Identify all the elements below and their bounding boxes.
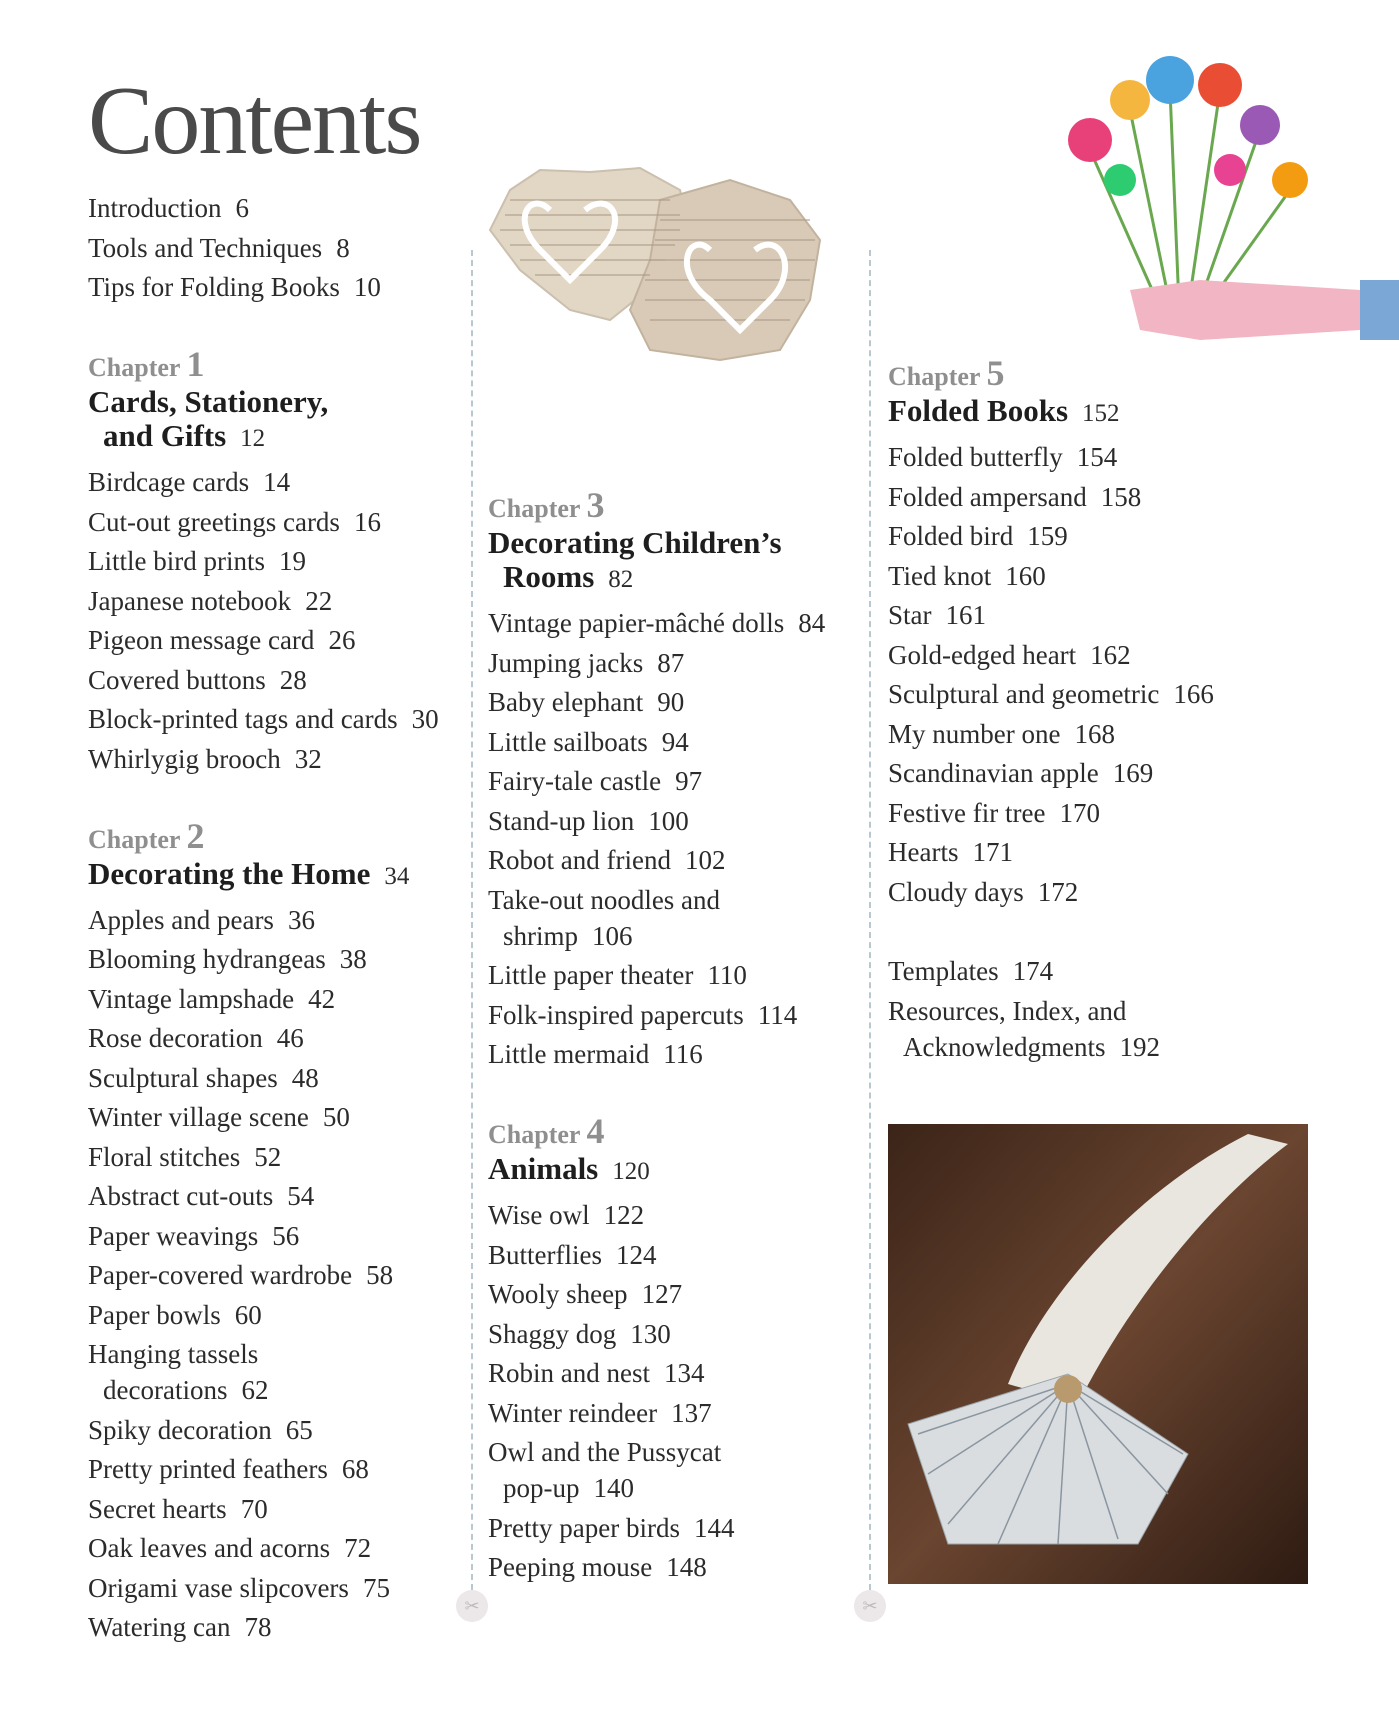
toc-entry[interactable] — [888, 993, 1308, 1065]
toc-entry[interactable] — [488, 997, 858, 1033]
entry-label: Scandinavian apple — [888, 758, 1099, 788]
entry-page-number: 97 — [675, 766, 703, 796]
paper-bouquet-illustration — [1030, 30, 1399, 390]
entry-label-continued: decorations — [103, 1375, 228, 1405]
chapter-title[interactable]: Cards, Stationery, and Gifts 12 — [88, 384, 329, 453]
chapter-label: Chapter 3 — [488, 485, 605, 525]
toc-entry[interactable] — [488, 1036, 858, 1072]
entry-label: Little sailboats — [488, 726, 648, 757]
chapter-5 — [888, 353, 1308, 910]
toc-entry[interactable]: Introduction 6 — [88, 193, 249, 223]
entry-label: Butterflies — [488, 1239, 602, 1270]
entry-label: Origami vase slipcovers — [88, 1572, 349, 1603]
chapter-4 — [488, 1111, 858, 1585]
entry-page-number: 161 — [945, 600, 986, 630]
entry-label: Resources, Index, and — [888, 995, 1127, 1026]
entry-label: Rose decoration — [88, 1023, 263, 1053]
toc-entry[interactable] — [88, 1336, 468, 1408]
entry-label: Watering can — [88, 1612, 231, 1642]
entry-page-number: 14 — [263, 467, 291, 497]
entry-page-number: 46 — [276, 1023, 304, 1053]
toc-entry[interactable] — [88, 622, 468, 658]
entry-page-number: 154 — [1076, 442, 1118, 472]
entry-label: Baby elephant — [488, 687, 644, 717]
folded-book-photo — [888, 1124, 1308, 1584]
chapter-3 — [488, 485, 858, 1072]
chapter-title[interactable]: Animals 120 — [488, 1151, 650, 1186]
entry-label: Apples and pears — [88, 904, 274, 935]
entry-label: Cloudy days — [888, 876, 1024, 907]
entry-label: Folded butterfly — [888, 442, 1063, 472]
toc-entry[interactable] — [888, 439, 1308, 475]
toc-entry[interactable] — [88, 1178, 468, 1214]
entry-label: Blooming hydrangeas — [88, 944, 326, 974]
column-divider — [869, 250, 871, 1590]
toc-entry[interactable] — [888, 834, 1308, 870]
entry-page-number: 124 — [615, 1239, 657, 1270]
toc-entry[interactable] — [488, 724, 858, 760]
entry-page-number: 72 — [344, 1533, 372, 1563]
entry-page-number: 172 — [1037, 876, 1079, 907]
toc-entry[interactable]: Tools and Techniques 8 — [88, 232, 350, 263]
toc-entry[interactable] — [888, 716, 1308, 752]
toc-entry[interactable] — [888, 637, 1308, 673]
entry-page-number: 65 — [285, 1414, 313, 1445]
back-matter-list — [888, 953, 1308, 1065]
toc-entry[interactable] — [88, 701, 468, 737]
entry-label: Fairy-tale castle — [488, 766, 662, 796]
chapter-entries — [88, 902, 468, 1646]
toc-entry[interactable] — [88, 1099, 468, 1135]
toc-entry[interactable] — [88, 741, 468, 777]
entry-page-number: 56 — [272, 1220, 300, 1251]
entry-page-number: 70 — [240, 1493, 268, 1524]
toc-entry[interactable] — [488, 1434, 858, 1506]
entry-label: My number one — [888, 718, 1061, 749]
entry-label: Covered buttons — [88, 664, 266, 695]
paper-hearts-illustration — [480, 160, 860, 390]
entry-page-number: 36 — [287, 904, 315, 935]
toc-entry[interactable] — [488, 1510, 858, 1546]
entry-label: Block-printed tags and cards — [88, 704, 398, 734]
toc-entry[interactable] — [888, 518, 1308, 554]
entry-page-number: 137 — [671, 1397, 712, 1428]
toc-entry[interactable] — [88, 1139, 468, 1175]
entry-label: Folk-inspired papercuts — [488, 999, 744, 1030]
entry-label-continued: shrimp — [503, 920, 579, 951]
entry-page-number: 19 — [278, 546, 306, 576]
entry-label: Vintage lampshade — [88, 983, 295, 1014]
entry-page-number: 90 — [657, 687, 685, 717]
entry-page-number: 87 — [657, 647, 685, 678]
entry-page-number: 48 — [291, 1062, 319, 1093]
entry-page-number: 148 — [666, 1552, 707, 1582]
chapter-title[interactable]: Decorating Children’s Rooms 82 — [488, 525, 782, 594]
entry-label: Winter reindeer — [488, 1397, 658, 1428]
contents-column-2 — [488, 485, 858, 1589]
toc-entry[interactable] — [488, 842, 858, 878]
entry-label: Pretty printed feathers — [88, 1454, 328, 1484]
entry-page-number: 84 — [798, 608, 826, 638]
entry-page-number: 50 — [322, 1102, 350, 1132]
entry-page-number: 52 — [254, 1141, 282, 1172]
toc-entry[interactable] — [488, 803, 858, 839]
entry-page-number: 134 — [664, 1358, 705, 1388]
entry-page-number: 144 — [693, 1512, 735, 1543]
toc-entry[interactable] — [488, 605, 858, 641]
chapter-title[interactable]: Folded Books 152 — [888, 393, 1120, 428]
entry-page-number: 158 — [1100, 481, 1142, 512]
entry-page-number: 102 — [684, 845, 726, 875]
entry-label: Festive fir tree — [888, 797, 1046, 828]
entry-label: Star — [888, 600, 932, 630]
entry-page-number: 168 — [1074, 718, 1115, 749]
entry-page-number: 171 — [972, 837, 1013, 867]
entry-label: Wooly sheep — [488, 1279, 628, 1309]
toc-entry[interactable] — [88, 902, 468, 938]
entry-label: Spiky decoration — [88, 1414, 272, 1445]
entry-label: Folded bird — [888, 521, 1014, 551]
entry-page-number: 94 — [661, 726, 689, 757]
entry-page-number: 162 — [1090, 639, 1131, 670]
chapter-label: Chapter 4 — [488, 1111, 605, 1151]
entry-page-number: 22 — [305, 585, 333, 616]
entry-label: Sculptural and geometric — [888, 679, 1160, 709]
toc-entry[interactable] — [88, 1570, 468, 1606]
entry-page-number: 159 — [1027, 521, 1068, 551]
entry-page-number: 100 — [648, 805, 689, 836]
chapter-label: Chapter 2 — [88, 815, 205, 856]
toc-entry[interactable] — [888, 755, 1308, 791]
chapter-entries — [488, 1197, 858, 1585]
toc-entry[interactable] — [88, 1412, 468, 1448]
toc-entry[interactable] — [488, 1355, 858, 1391]
chapter-entries — [88, 464, 468, 777]
entry-page-number: 58 — [366, 1260, 394, 1290]
entry-label: Hearts — [888, 837, 959, 867]
entry-page-number: 60 — [234, 1299, 262, 1330]
entry-label: Little paper theater — [488, 960, 694, 990]
toc-entry[interactable] — [88, 1530, 468, 1566]
toc-entry[interactable] — [488, 957, 858, 993]
entry-label: Cut-out greetings cards — [88, 506, 340, 537]
toc-entry[interactable] — [88, 543, 468, 579]
chapter-2 — [88, 815, 468, 1646]
entry-page-number: 160 — [1005, 560, 1046, 591]
entry-page-number: 32 — [294, 743, 322, 774]
entry-label: Winter village scene — [88, 1102, 309, 1132]
entry-label: Wise owl — [488, 1200, 590, 1230]
toc-entry[interactable] — [488, 645, 858, 681]
scissors-icon: ✂ — [456, 1590, 488, 1622]
entry-page-number: 122 — [603, 1200, 645, 1230]
entry-label: Paper-covered wardrobe — [88, 1260, 353, 1290]
toc-entry[interactable] — [88, 1297, 468, 1333]
chapter-label: Chapter 1 — [88, 344, 205, 384]
chapter-entries — [888, 439, 1308, 910]
toc-entry[interactable] — [88, 1491, 468, 1527]
entry-page-number: 116 — [663, 1039, 703, 1069]
toc-entry[interactable] — [488, 1197, 858, 1233]
entry-page-number: 38 — [339, 944, 367, 974]
entry-page-number: 127 — [641, 1279, 683, 1309]
entry-page-number: 170 — [1059, 797, 1100, 828]
toc-entry[interactable] — [888, 676, 1308, 712]
entry-label: Floral stitches — [88, 1141, 241, 1172]
toc-entry[interactable] — [888, 558, 1308, 594]
entry-label: Little mermaid — [488, 1039, 650, 1069]
toc-entry[interactable] — [888, 479, 1308, 515]
toc-entry[interactable] — [88, 981, 468, 1017]
chapter-1 — [88, 344, 468, 777]
entry-page-number: 30 — [411, 704, 439, 734]
scissors-icon: ✂ — [854, 1590, 886, 1622]
entry-label: Japanese notebook — [88, 585, 292, 616]
entry-label: Vintage papier-mâché dolls — [488, 608, 785, 638]
toc-entry[interactable]: Tips for Folding Books 10 — [88, 272, 381, 302]
toc-entry[interactable] — [88, 662, 468, 698]
toc-entry[interactable] — [488, 684, 858, 720]
toc-entry[interactable] — [88, 504, 468, 540]
toc-entry[interactable] — [88, 1218, 468, 1254]
entry-label-continued: pop-up — [503, 1473, 580, 1503]
toc-entry[interactable] — [88, 941, 468, 977]
toc-entry[interactable] — [488, 1395, 858, 1431]
toc-entry[interactable] — [488, 1549, 858, 1585]
entry-page-number: 62 — [241, 1375, 269, 1405]
page-title: Contents — [88, 67, 421, 175]
entry-label: Folded ampersand — [888, 481, 1087, 512]
entry-label: Little bird prints — [88, 546, 265, 576]
chapter-title[interactable]: Decorating the Home 34 — [88, 855, 410, 891]
entry-label: Peeping mouse — [488, 1552, 653, 1582]
entry-label: Stand-up lion — [488, 805, 635, 836]
entry-page-number: 26 — [328, 625, 356, 655]
entry-label: Robot and friend — [488, 845, 671, 875]
toc-entry[interactable] — [88, 1257, 468, 1293]
entry-page-number: 169 — [1112, 758, 1154, 788]
toc-entry[interactable] — [88, 583, 468, 619]
toc-entry[interactable] — [88, 1451, 468, 1487]
toc-entry[interactable] — [88, 1020, 468, 1056]
entry-label: Paper bowls — [88, 1299, 221, 1330]
entry-page-number: 54 — [287, 1181, 315, 1211]
entry-page-number: 78 — [244, 1612, 272, 1642]
entry-page-number: 140 — [593, 1473, 634, 1503]
toc-entry[interactable] — [488, 1316, 858, 1352]
entry-page-number: 174 — [1012, 956, 1054, 986]
entry-page-number: 130 — [630, 1318, 671, 1349]
entry-label: Gold-edged heart — [888, 639, 1077, 670]
entry-label: Templates — [888, 956, 999, 986]
entry-label: Pigeon message card — [88, 625, 315, 655]
entry-label: Birdcage cards — [88, 467, 250, 497]
entry-label: Whirlygig brooch — [88, 743, 281, 774]
entry-page-number: 28 — [279, 664, 307, 695]
toc-entry[interactable] — [888, 795, 1308, 831]
intro-list — [88, 190, 468, 305]
entry-label: Paper weavings — [88, 1220, 259, 1251]
entry-label: Oak leaves and acorns — [88, 1533, 331, 1563]
entry-label: Secret hearts — [88, 1493, 227, 1524]
entry-page-number: 106 — [592, 920, 633, 951]
toc-entry[interactable] — [488, 882, 858, 954]
entry-page-number: 192 — [1119, 1031, 1160, 1062]
entry-label: Tied knot — [888, 560, 992, 591]
toc-entry[interactable] — [888, 874, 1308, 910]
contents-column-1 — [88, 190, 468, 1649]
toc-entry[interactable] — [488, 763, 858, 799]
entry-label: Hanging tassels — [88, 1339, 259, 1369]
entry-page-number: 110 — [707, 960, 747, 990]
entry-label: Take-out noodles and — [488, 884, 721, 915]
entry-label: Pretty paper birds — [488, 1512, 680, 1543]
entry-label: Shaggy dog — [488, 1318, 617, 1349]
toc-entry[interactable] — [488, 1237, 858, 1273]
toc-entry[interactable] — [88, 1609, 468, 1645]
entry-label: Jumping jacks — [488, 647, 644, 678]
entry-label: Sculptural shapes — [88, 1062, 278, 1093]
toc-entry[interactable] — [888, 953, 1308, 989]
toc-entry[interactable] — [88, 464, 468, 500]
entry-page-number: 16 — [353, 506, 381, 537]
entry-page-number: 75 — [362, 1572, 390, 1603]
toc-entry[interactable] — [488, 1276, 858, 1312]
entry-page-number: 68 — [341, 1454, 369, 1484]
entry-label: Abstract cut-outs — [88, 1181, 274, 1211]
column-divider — [471, 250, 473, 1590]
contents-column-3 — [888, 353, 1308, 1068]
toc-entry[interactable] — [88, 1060, 468, 1096]
entry-label: Robin and nest — [488, 1358, 650, 1388]
chapter-label: Chapter 5 — [888, 353, 1005, 393]
entry-label: Owl and the Pussycat — [488, 1437, 722, 1467]
entry-label-continued: Acknowledgments — [903, 1031, 1106, 1062]
entry-page-number: 114 — [757, 999, 798, 1030]
entry-page-number: 166 — [1173, 679, 1214, 709]
entry-page-number: 42 — [308, 983, 336, 1014]
toc-entry[interactable] — [888, 597, 1308, 633]
chapter-entries — [488, 605, 858, 1072]
